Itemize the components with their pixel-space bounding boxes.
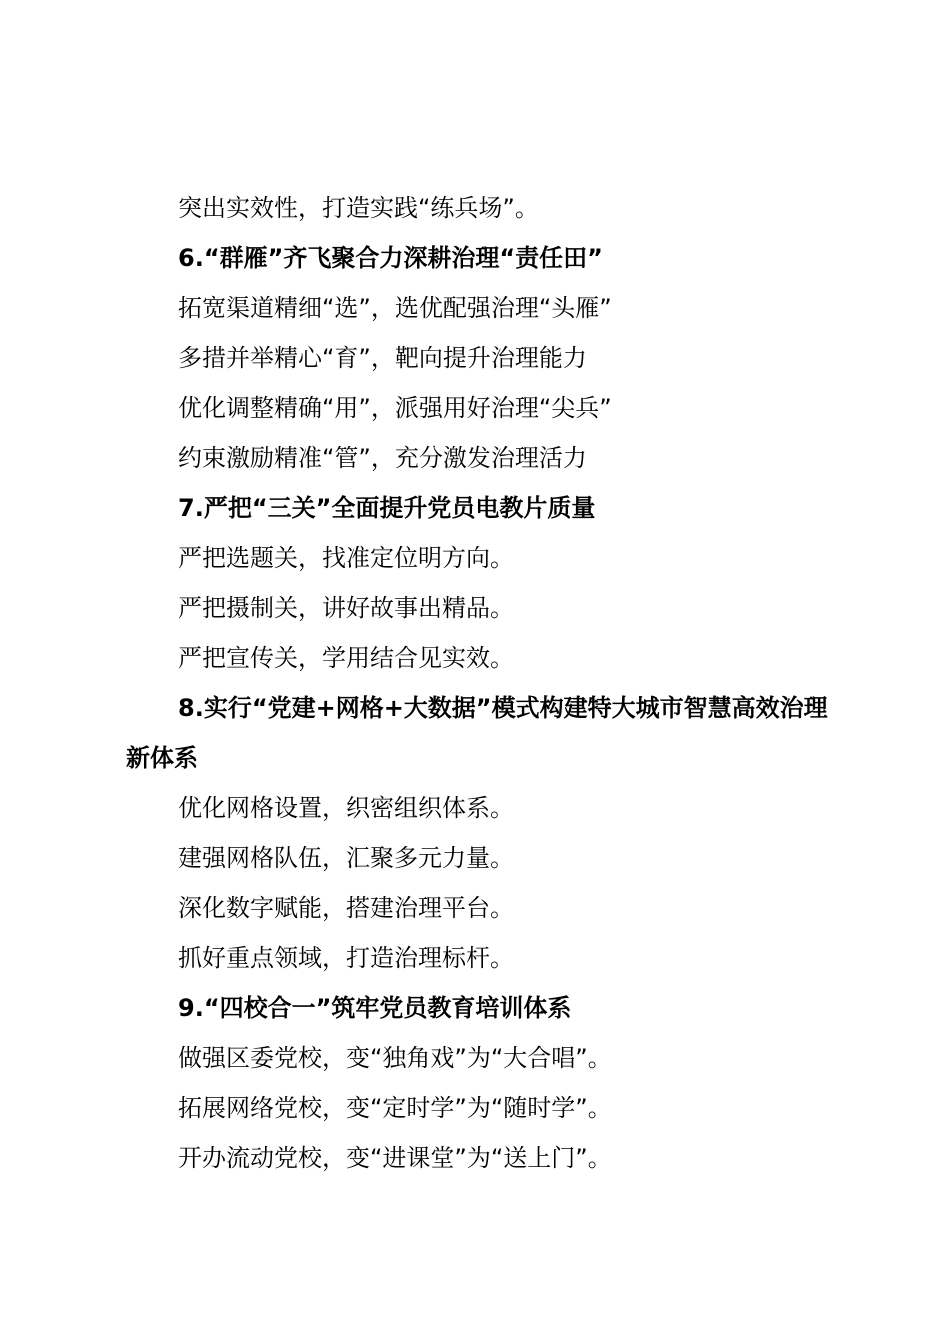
paragraph-line: 严把选题关，找准定位明方向。	[178, 544, 514, 572]
paragraph-line: 开办流动党校，变“进课堂”为“送上门”。	[178, 1144, 612, 1172]
paragraph-line: 拓展网络党校，变“定时学”为“随时学”。	[178, 1094, 612, 1122]
paragraph-line: 做强区委党校，变“独角戏”为“大合唱”。	[178, 1044, 612, 1072]
paragraph-line: 严把宣传关，学用结合见实效。	[178, 644, 514, 672]
section-heading-7: 7.严把“三关”全面提升党员电教片质量	[178, 494, 596, 522]
document-body	[126, 183, 846, 1183]
paragraph-line: 约束激励精准“管”，充分激发治理活力	[178, 444, 587, 472]
paragraph-line: 建强网格队伍，汇聚多元力量。	[178, 844, 514, 872]
paragraph-line: 优化网格设置，织密组织体系。	[178, 794, 514, 822]
paragraph-line: 优化调整精确“用”，派强用好治理“尖兵”	[178, 394, 612, 422]
paragraph-line: 深化数字赋能，搭建治理平台。	[178, 894, 514, 922]
section-heading-6: 6.“群雁”齐飞聚合力深耕治理“责任田”	[178, 244, 603, 272]
section-heading-9: 9.“四校合一”筑牢党员教育培训体系	[178, 994, 572, 1022]
paragraph-line: 严把摄制关，讲好故事出精品。	[178, 594, 514, 622]
paragraph-line: 突出实效性，打造实践“练兵场”。	[178, 194, 539, 222]
paragraph-line: 抓好重点领域，打造治理标杆。	[178, 944, 514, 972]
paragraph-line: 多措并举精心“育”，靶向提升治理能力	[178, 344, 587, 372]
paragraph-line: 拓宽渠道精细“选”，选优配强治理“头雁”	[178, 294, 612, 322]
section-heading-8: 8.实行“党建+网格+大数据”模式构建特大城市智慧高效治理新体系	[126, 694, 828, 772]
